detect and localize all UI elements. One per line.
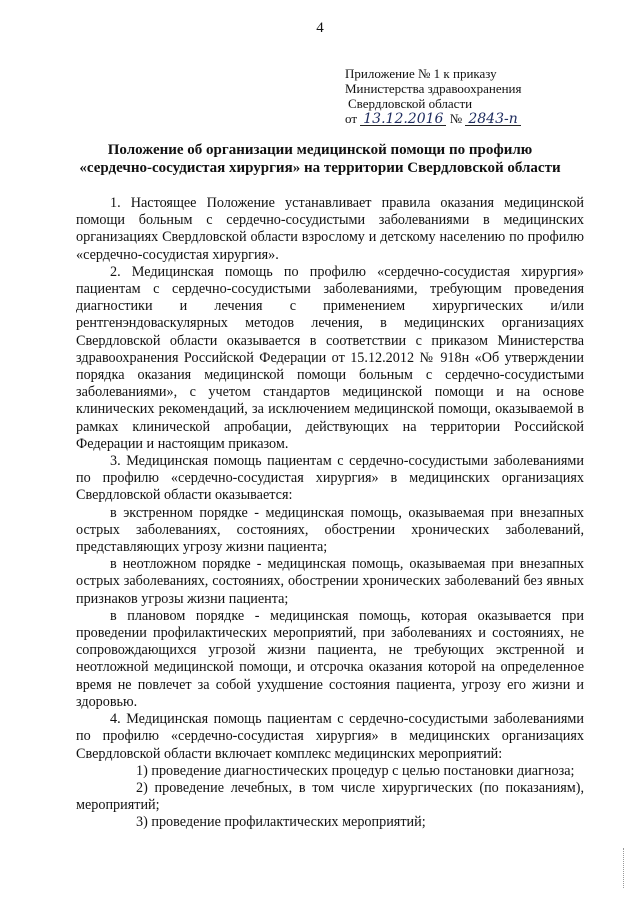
paragraph-4: 4. Медицинская помощь пациентам с сердечно-сосудистыми заболеваниями по профилю «сердечно-сосудистая хирургия» в медицинских организациях Свердловской области включает комплекс медицинских мероприятий: (76, 711, 584, 762)
handwritten-number: 2843-п (465, 113, 520, 126)
appendix-date-line (345, 111, 625, 126)
date-prefix: от (345, 111, 358, 126)
document-body (76, 195, 584, 832)
paragraph-3-emergency: в экстренном порядке - медицинская помощь, оказываемая при внезапных острых заболеваниях, состояниях, обострении хронических заболеваний, представляющих угрозу жизни пациента; (76, 504, 584, 556)
list-item: 3) проведение профилактических мероприятий; (136, 814, 426, 831)
document-title (40, 141, 600, 177)
title-line: «сердечно-сосудистая хирургия» на территории Свердловской области (79, 160, 561, 176)
handwritten-date: 13.12.2016 (360, 113, 446, 126)
paragraph-3-urgent: в неотложном порядке - медицинская помощь, оказываемая при внезапных острых заболеваниях, состояниях, обострении хронических заболеваний без явных признаков угрозы жизни пациента; (76, 556, 584, 607)
list-item: 1) проведение диагностических процедур с целью постановки диагноза; (136, 762, 575, 779)
paragraph-3-planned: в плановом порядке - медицинская помощь, которая оказывается при проведении профилактических мероприятий, при заболеваниях и состояниях, не сопровождающихся угрозой жизни пациента, не требующих экстренной и неотложной медицинской помощи, и отсрочка оказания которой на определенное время не повлечет за собой ухудшение состояния пациента, угрозу его жизни и здоровью. (76, 607, 584, 710)
title-line: Положение об организации медицинской помощи по профилю (107, 142, 533, 158)
list-item: 2) проведение лечебных, в том числе хирургических (по показаниям), мероприятий; (76, 779, 584, 814)
paragraph-2: 2. Медицинская помощь по профилю «сердечно-сосудистая хирургия» пациентам с сердечно-сосудистыми заболеваниями, требующим проведения диагностики и лечения с применением хирургических и/или рентгенэндоваскулярных методов лечения, в медицинских организациях Свердловской области оказывается в соответствии с приказом Министерства здравоохранения Российской Федерации от 15.12.2012 № 918н «Об утверждении порядка оказания медицинской помощи больным с сердечно-сосудистыми заболеваниями», с учетом стандартов медицинской помощи и на основе клинических рекомендаций, за исключением медицинской помощи, оказываемой в рамках клинической апробации, действующих на территории Российской Федерации и настоящим приказом. (76, 263, 584, 452)
paragraph-1: 1. Настоящее Положение устанавливает правила оказания медицинской помощи больным с сердечно-сосудистыми заболеваниями в медицинских организациях Свердловской области взрослому и детскому населению по профилю «сердечно-сосудистая хирургия». (76, 195, 584, 263)
page-number: 4 (316, 20, 324, 36)
number-prefix: № (449, 111, 463, 126)
paragraph-3: 3. Медицинская помощь пациентам с сердечно-сосудистыми заболеваниями по профилю «сердечно-сосудистая хирургия» в медицинских организациях Свердловской области оказывается: (76, 453, 584, 504)
margin-mark (623, 848, 626, 888)
appendix-line: Министерства здравоохранения (345, 81, 522, 96)
appendix-line: Свердловской области (348, 96, 473, 111)
appendix-block (345, 66, 625, 126)
appendix-line: Приложение № 1 к приказу (345, 66, 497, 81)
